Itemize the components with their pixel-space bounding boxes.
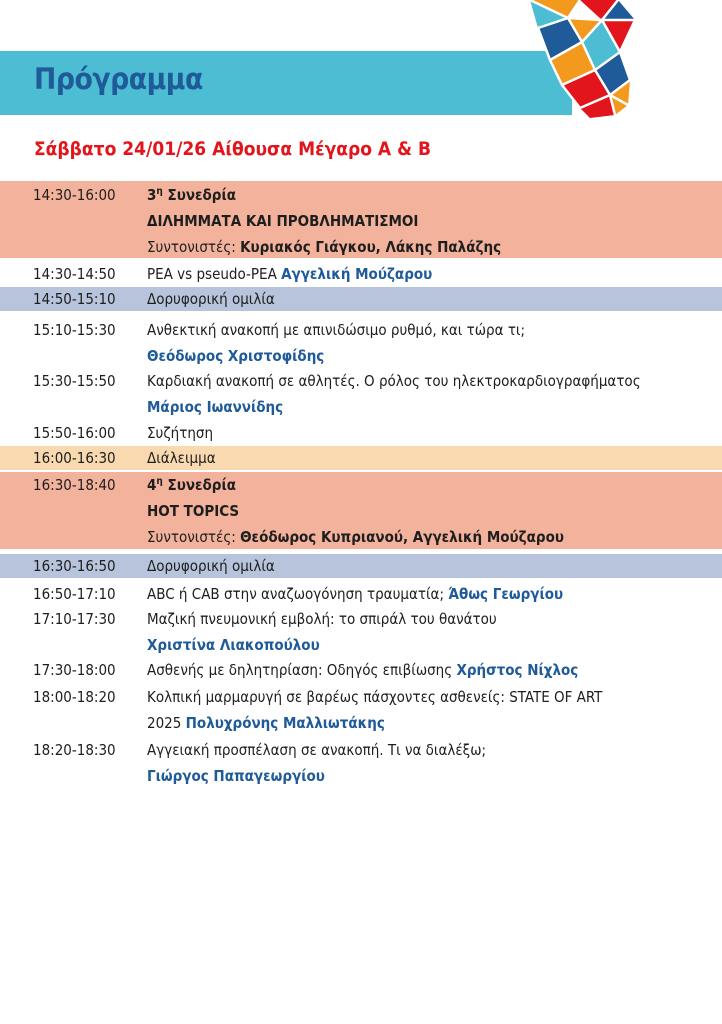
item-talk: ABC ή CAB στην αναζωογόνηση τραυματία; Άθως Γεωργίου [147,585,564,603]
item-time: 18:00-18:20 [33,688,116,706]
item-talk: Κολπική μαρμαρυγή σε βαρέως πάσχοντες ασθενείς: STATE OF ART [147,688,603,706]
session-3-label: $3^\eta$ Συνεδρία [147,186,236,204]
item-speaker: Γιώργος Παπαγεωργίου [147,767,325,785]
item-talk: Καρδιακή ανακοπή σε αθλητές. Ο ρόλος του ηλεκτροκαρδιογραφήματος [147,372,641,390]
item-talk: Δορυφορική ομιλία [147,557,275,575]
item-talk: Μαζική πνευμονική εμβολή: το σπιράλ του θανάτου [147,610,497,628]
item-time: 15:50-16:00 [33,424,116,442]
logo-icon [520,0,640,118]
item-talk: Δορυφορική ομιλία [147,290,275,308]
session-4-label: $4^\eta$ Συνεδρία [147,476,236,494]
session-3-moderators: Συντονιστές: Κυριακός Γιάγκου, Λάκης Παλάζης [147,238,502,256]
item-time: 17:10-17:30 [33,610,116,628]
session-4-moderators: Συντονιστές: Θεόδωρος Κυπριανού, Αγγελική Μούζαρου [147,528,564,546]
item-talk-cont: 2025 Πολυχρόνης Μαλλιωτάκης [147,714,385,732]
item-time: 17:30-18:00 [33,661,116,679]
item-time: 15:10-15:30 [33,321,116,339]
item-speaker: Μάριος Ιωαννίδης [147,398,284,416]
item-talk: Συζήτηση [147,424,214,442]
item-talk: Ασθενής με δηλητηρίαση: Οδηγός επιβίωσης Χρήστος Νίχλος [147,661,579,679]
item-time: 16:00-16:30 [33,449,116,467]
item-speaker: Θεόδωρος Χριστοφίδης [147,347,325,365]
item-time: 16:30-16:50 [33,557,116,575]
item-talk: PEA vs pseudo-PEA Αγγελική Μούζαρου [147,265,433,283]
item-time: 14:30-14:50 [33,265,116,283]
session-4-title: HOT TOPICS [147,502,240,520]
session-4-time: 16:30-18:40 [33,476,116,494]
item-time: 15:30-15:50 [33,372,116,390]
item-time: 16:50-17:10 [33,585,116,603]
item-time: 18:20-18:30 [33,741,116,759]
session-3-title: ΔΙΛΗΜΜΑΤΑ ΚΑΙ ΠΡΟΒΛΗΜΑΤΙΣΜΟΙ [147,212,419,230]
item-speaker: Χριστίνα Λιακοπούλου [147,636,320,654]
page-title: Πρόγραμμα [34,62,203,96]
session-3-time: 14:30-16:00 [33,186,116,204]
item-time: 14:50-15:10 [33,290,116,308]
item-talk: Διάλειμμα [147,449,216,467]
day-venue-subtitle: Σάββατο 24/01/26 Αίθουσα Μέγαρο Α & Β [34,138,432,160]
item-talk: Ανθεκτική ανακοπή με απινιδώσιμο ρυθμό, και τώρα τι; [147,321,526,339]
item-talk: Αγγειακή προσπέλαση σε ανακοπή. Τι να διαλέξω; [147,741,487,759]
